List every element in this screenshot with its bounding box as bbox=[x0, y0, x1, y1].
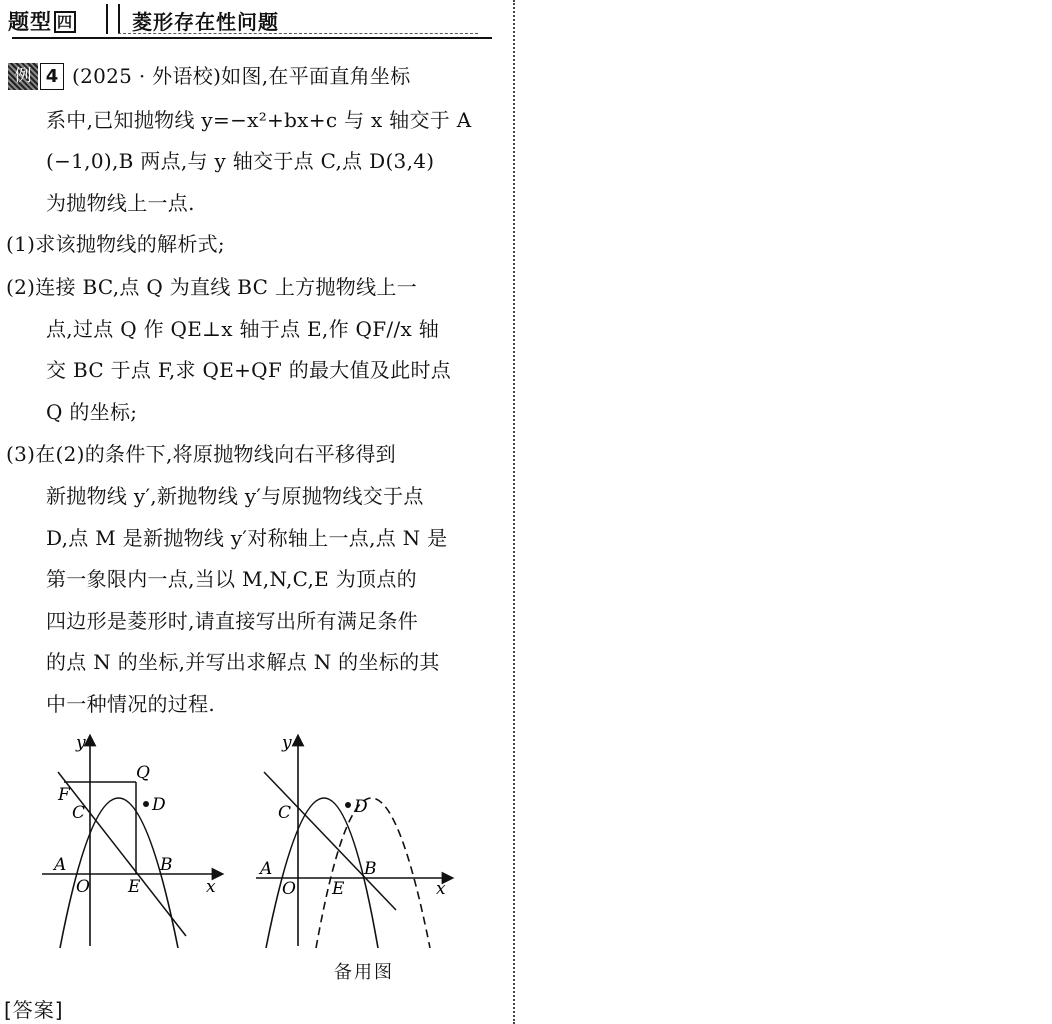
label-y: y bbox=[282, 733, 292, 753]
label-d: D bbox=[152, 795, 166, 815]
label-a: A bbox=[54, 855, 67, 875]
example-number: 4 bbox=[40, 63, 64, 90]
intro-line-2: 系中,已知抛物线 y=−x²+bx+c 与 x 轴交于 A bbox=[46, 108, 472, 132]
label-c: C bbox=[72, 803, 86, 823]
header-dashed-rule bbox=[118, 33, 478, 34]
label-e: E bbox=[128, 877, 141, 897]
part2-line-1: (2)连接 BC,点 Q 为直线 BC 上方抛物线上一 bbox=[6, 275, 417, 299]
label-d: D bbox=[354, 797, 368, 817]
part1-line: (1)求该抛物线的解析式; bbox=[6, 232, 225, 256]
part3-line-5: 四边形是菱形时,请直接写出所有满足条件 bbox=[46, 609, 419, 633]
part3-line-1: (3)在(2)的条件下,将原抛物线向右平移得到 bbox=[6, 442, 396, 466]
intro-line-3: (−1,0),B 两点,与 y 轴交于点 C,点 D(3,4) bbox=[46, 149, 435, 173]
answer-label: [答案] bbox=[4, 998, 64, 1022]
part3-line-6: 的点 N 的坐标,并写出求解点 N 的坐标的其 bbox=[46, 650, 440, 674]
part2-line-4: Q 的坐标; bbox=[46, 400, 138, 424]
label-x: x bbox=[206, 877, 216, 897]
line-bc bbox=[58, 772, 186, 936]
example-badge bbox=[8, 63, 64, 90]
label-c: C bbox=[278, 803, 292, 823]
header-rule bbox=[12, 37, 492, 39]
part3-line-2: 新抛物线 y′,新抛物线 y′与原抛物线交于点 bbox=[46, 484, 424, 508]
label-b: B bbox=[364, 859, 377, 879]
figure-caption: 备用图 bbox=[334, 962, 394, 983]
section-title: 菱形存在性问题 bbox=[132, 10, 279, 34]
part2-line-2: 点,过点 Q 作 QE⊥x 轴于点 E,作 QF//x 轴 bbox=[46, 317, 440, 341]
type-text: 题型 bbox=[8, 10, 52, 34]
label-o: O bbox=[282, 879, 296, 899]
left-column bbox=[0, 0, 512, 1024]
point-d bbox=[143, 801, 149, 807]
label-y: y bbox=[76, 733, 86, 753]
intro-line-4: 为抛物线上一点. bbox=[46, 191, 195, 215]
section-header bbox=[8, 4, 498, 38]
label-b: B bbox=[160, 855, 173, 875]
section-type-label bbox=[8, 6, 76, 36]
part2-line-3: 交 BC 于点 F,求 QE+QF 的最大值及此时点 bbox=[46, 358, 452, 382]
figure-backup bbox=[250, 728, 460, 953]
header-divider-bars bbox=[106, 4, 120, 34]
figure-main bbox=[36, 728, 236, 953]
column-divider bbox=[513, 0, 515, 1024]
label-f: F bbox=[58, 785, 70, 805]
point-d bbox=[345, 802, 351, 808]
part3-line-7: 中一种情况的过程. bbox=[46, 692, 216, 716]
label-o: O bbox=[76, 877, 90, 897]
part3-line-4: 第一象限内一点,当以 M,N,C,E 为顶点的 bbox=[46, 567, 417, 591]
label-x: x bbox=[436, 879, 446, 899]
intro-line-1: (2025 · 外语校)如图,在平面直角坐标 bbox=[72, 64, 411, 88]
part3-line-3: D,点 M 是新抛物线 y′对称轴上一点,点 N 是 bbox=[46, 526, 448, 550]
label-a: A bbox=[260, 859, 273, 879]
label-e: E bbox=[332, 879, 345, 899]
type-number-box: 四 bbox=[54, 11, 76, 33]
label-q: Q bbox=[136, 763, 150, 783]
example-label: 例 bbox=[8, 63, 38, 90]
